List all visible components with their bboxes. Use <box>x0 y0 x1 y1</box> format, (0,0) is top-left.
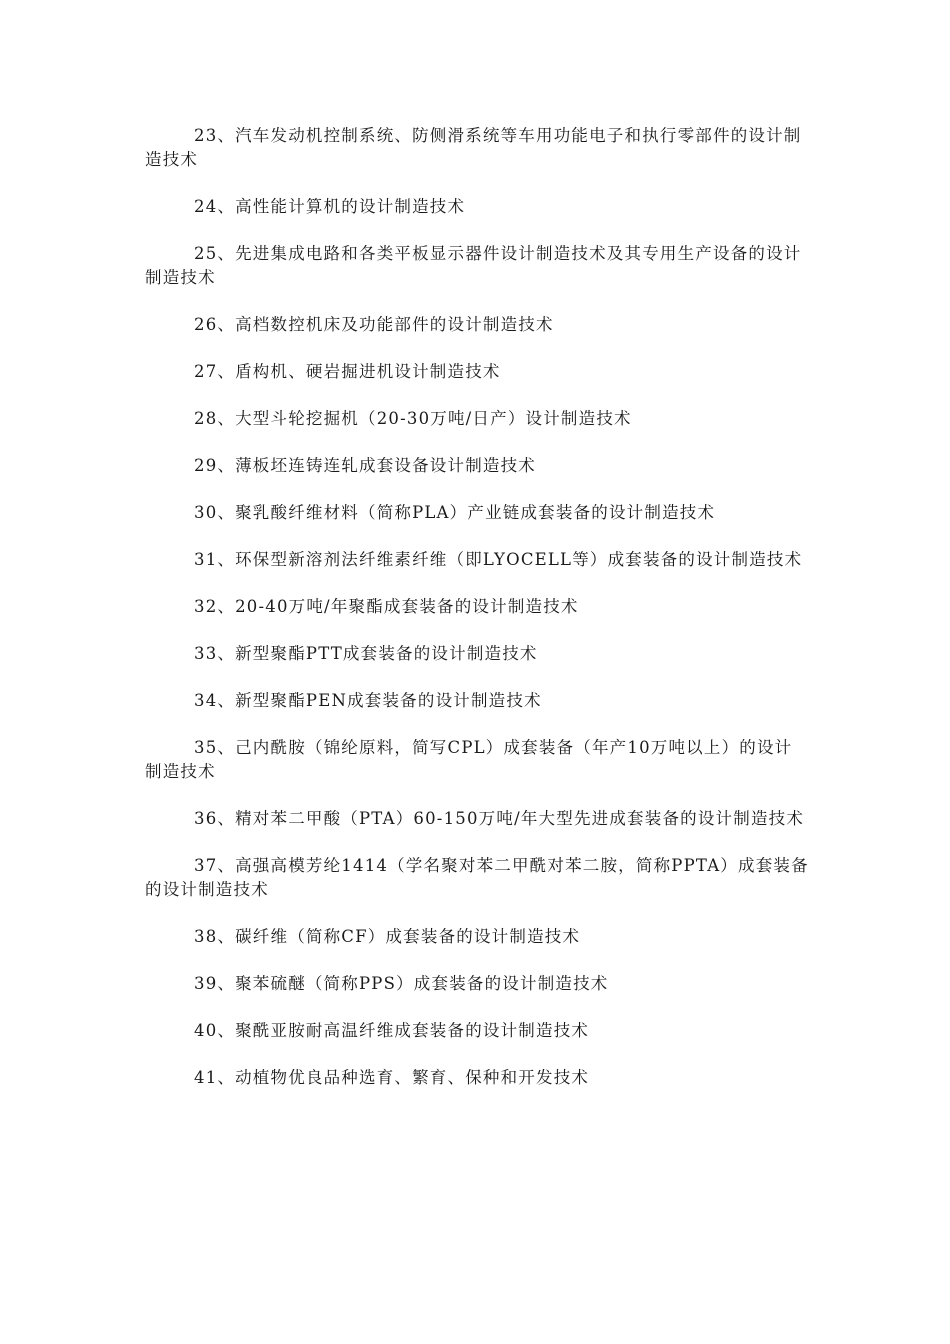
list-item-32: 32、20-40万吨/年聚酯成套装备的设计制造技术 <box>194 597 579 616</box>
list-item-30: 30、聚乳酸纤维材料（简称PLA）产业链成套装备的设计制造技术 <box>194 503 716 522</box>
list-item-36: 36、精对苯二甲酸（PTA）60-150万吨/年大型先进成套装备的设计制造技术 <box>194 809 805 828</box>
list-item-34: 34、新型聚酯PEN成套装备的设计制造技术 <box>194 691 542 710</box>
list-item-38: 38、碳纤维（简称CF）成套装备的设计制造技术 <box>194 927 581 946</box>
list-item-31: 31、环保型新溶剂法纤维素纤维（即LYOCELL等）成套装备的设计制造技术 <box>194 550 803 569</box>
list-item-24: 24、高性能计算机的设计制造技术 <box>194 197 466 216</box>
list-item-27: 27、盾构机、硬岩掘进机设计制造技术 <box>194 362 501 381</box>
list-item-23: 23、汽车发动机控制系统、防侧滑系统等车用功能电子和执行零部件的设计制造技术 <box>145 126 802 169</box>
list-item-41: 41、动植物优良品种选育、繁育、保种和开发技术 <box>194 1068 590 1087</box>
list-item-40: 40、聚酰亚胺耐高温纤维成套装备的设计制造技术 <box>194 1021 590 1040</box>
list-item-28: 28、大型斗轮挖掘机（20-30万吨/日产）设计制造技术 <box>194 409 632 428</box>
list-item-35: 35、己内酰胺（锦纶原料，简写CPL）成套装备（年产10万吨以上）的设计制造技术 <box>145 738 793 781</box>
list-item-33: 33、新型聚酯PTT成套装备的设计制造技术 <box>194 644 538 663</box>
technology-list <box>145 124 810 1113</box>
list-item-26: 26、高档数控机床及功能部件的设计制造技术 <box>194 315 554 334</box>
list-item-37: 37、高强高模芳纶1414（学名聚对苯二甲酰对苯二胺，简称PPTA）成套装备的设计制造技术 <box>145 856 809 899</box>
list-item-39: 39、聚苯硫醚（简称PPS）成套装备的设计制造技术 <box>194 974 609 993</box>
list-item-25: 25、先进集成电路和各类平板显示器件设计制造技术及其专用生产设备的设计制造技术 <box>145 244 802 287</box>
list-item-29: 29、薄板坯连铸连轧成套设备设计制造技术 <box>194 456 536 475</box>
